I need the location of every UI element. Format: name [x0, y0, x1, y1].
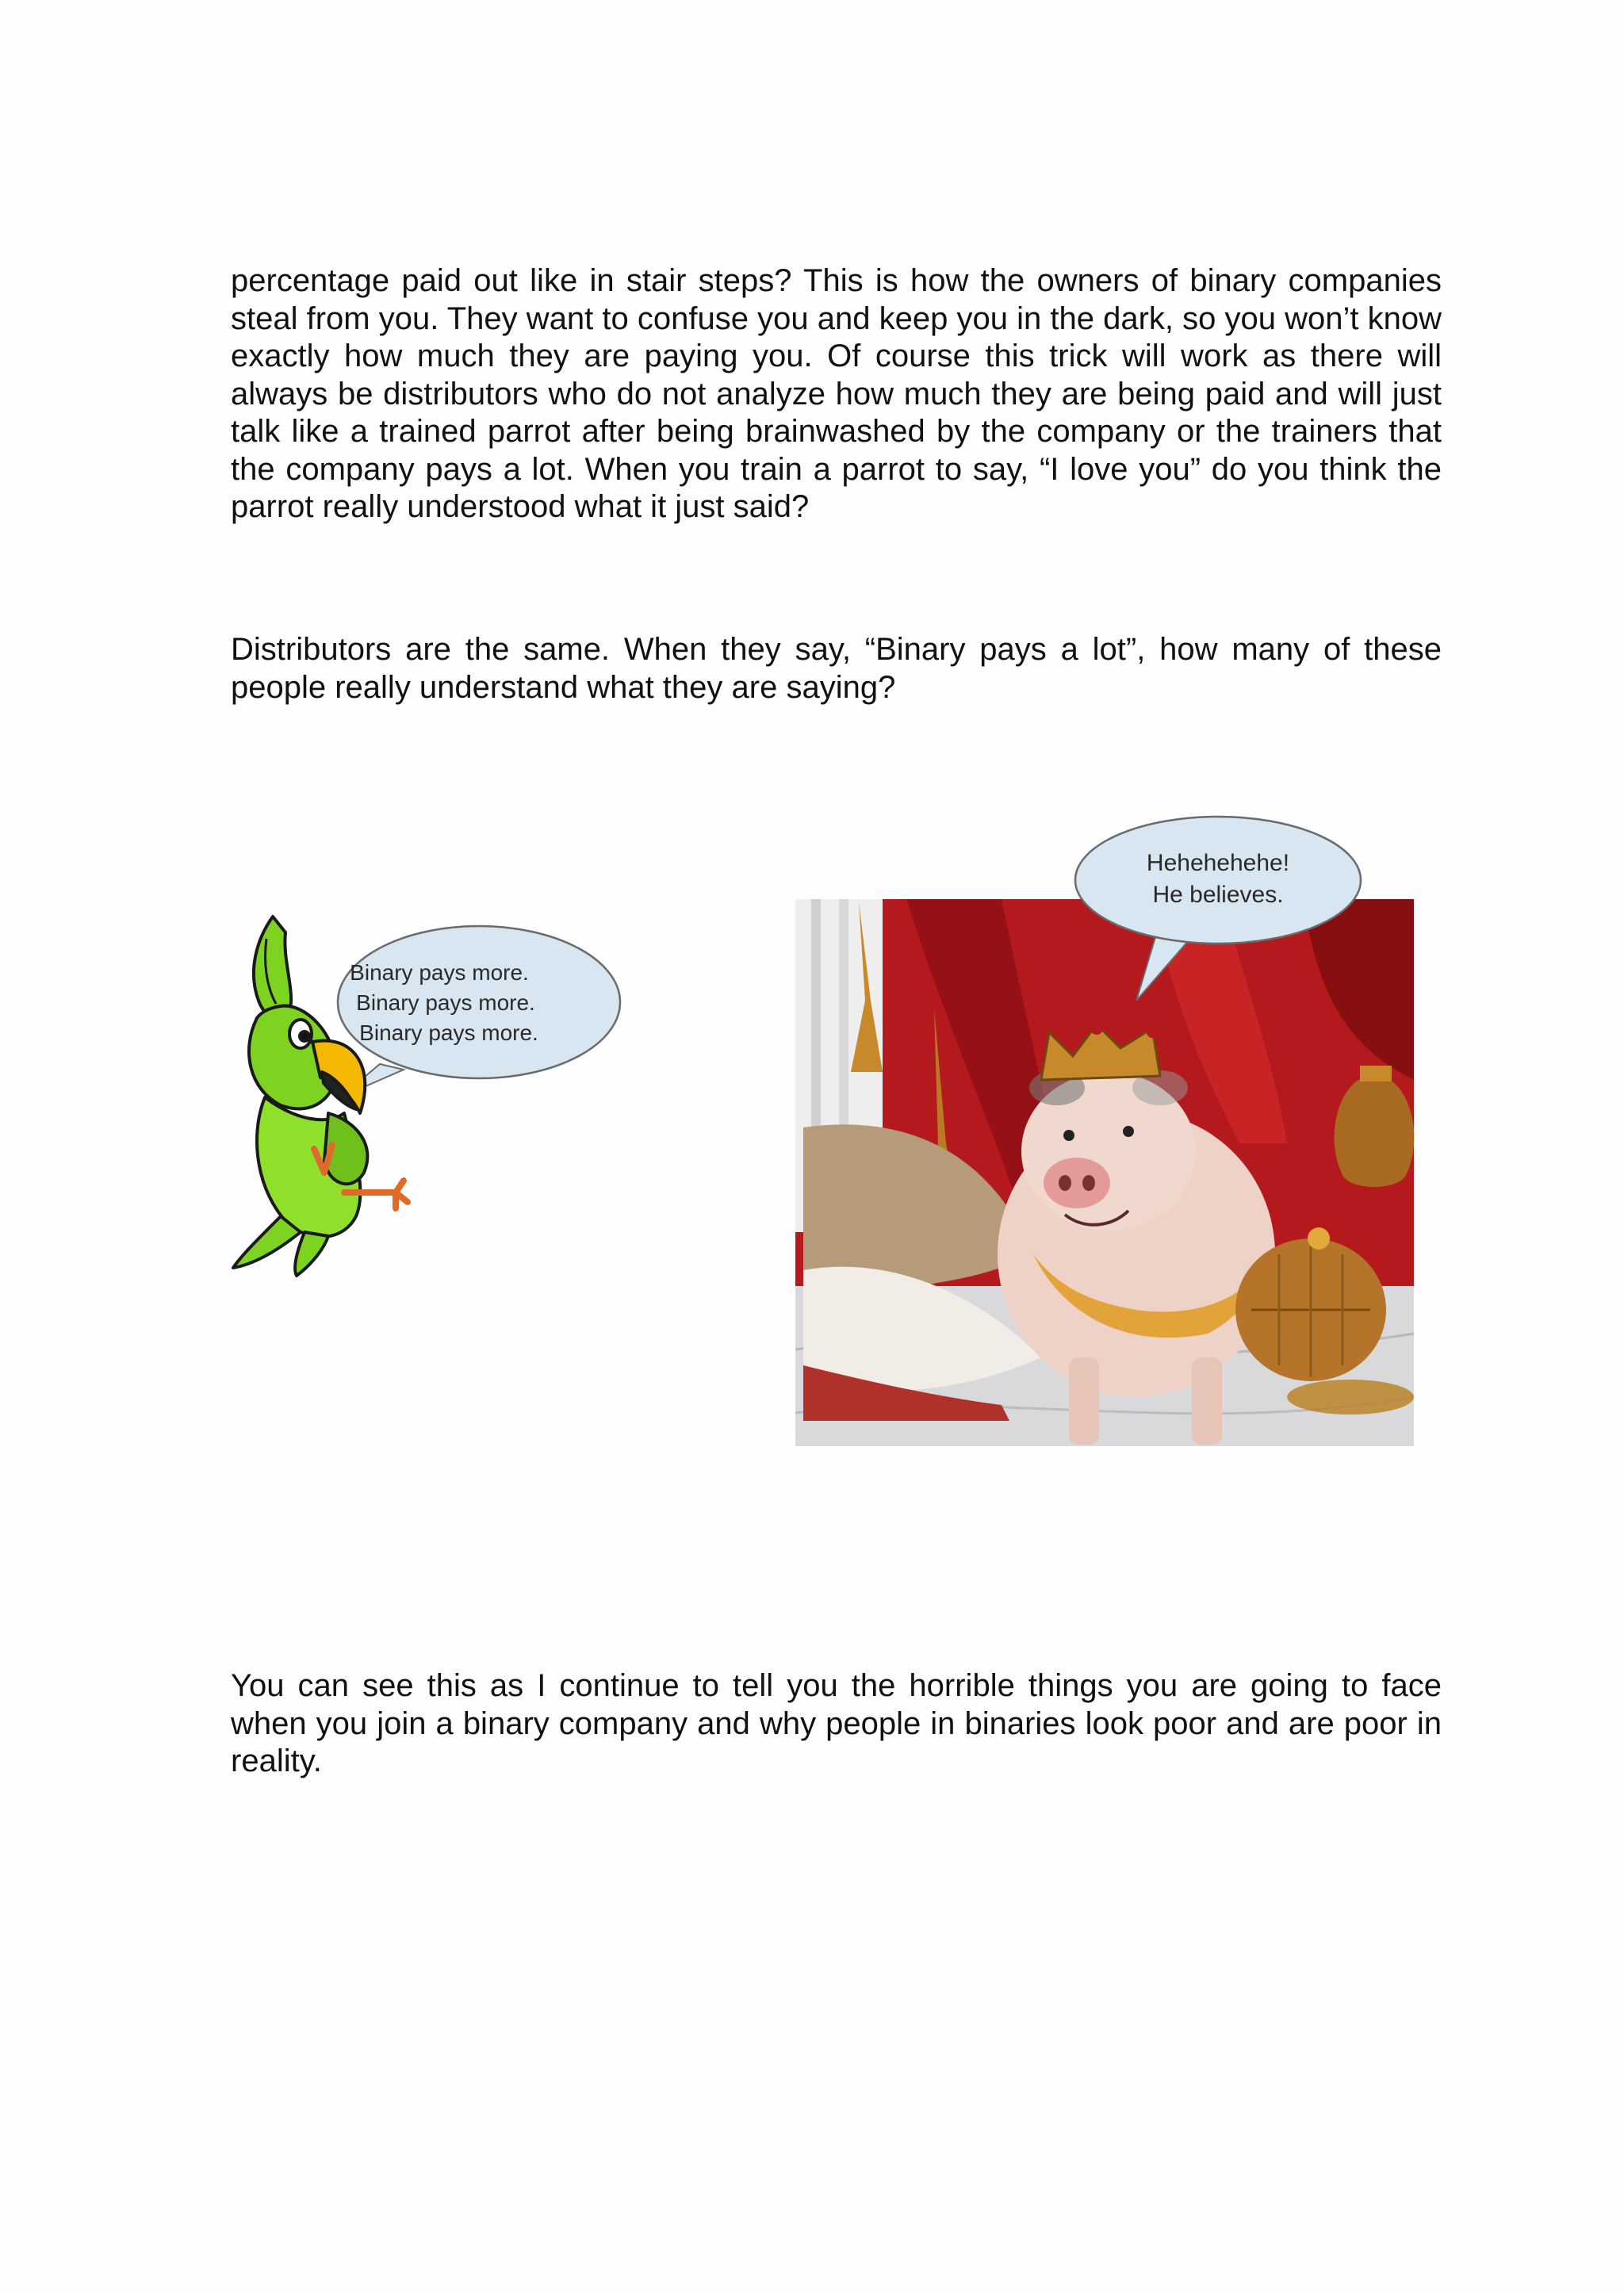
paragraph-2: Distributors are the same. When they say, “Binary pays a lot”, how many of these people really understand what they are saying?	[231, 632, 1442, 705]
parrot-bubble-line-1: Binary pays more.	[350, 960, 529, 985]
pig-king-illustration	[795, 810, 1422, 1454]
pig-photo	[795, 899, 1414, 1446]
pig-bubble-line-2: He believes.	[1152, 882, 1284, 908]
parrot-cartoon	[225, 907, 725, 1280]
paragraph-1: percentage paid out like in stair steps? This is how the owners of binary companies steal from you. They want to confuse you and keep you in the dark, so you won’t know exactly how much they are paying you. Of course this trick will work as there will always be distributors who do not analyze how much they are being paid and will just talk like a trained parrot after being brainwashed by the company or the trainers that the company pays a lot. When you train a parrot to say, “I love you” do you think the parrot really understood what it just said?	[231, 263, 1442, 524]
pig-bubble-line-1: Hehehehehe!	[1146, 850, 1290, 876]
parrot-bubble-line-3: Binary pays more.	[359, 1020, 538, 1045]
parrot-bubble-line-2: Binary pays more.	[356, 990, 535, 1015]
parrot-speech-bubble	[338, 926, 620, 1097]
paragraph-3: You can see this as I continue to tell you the horrible things you are going to face when you join a binary company and why people in binaries look poor and are poor in reality.	[231, 1668, 1442, 1778]
